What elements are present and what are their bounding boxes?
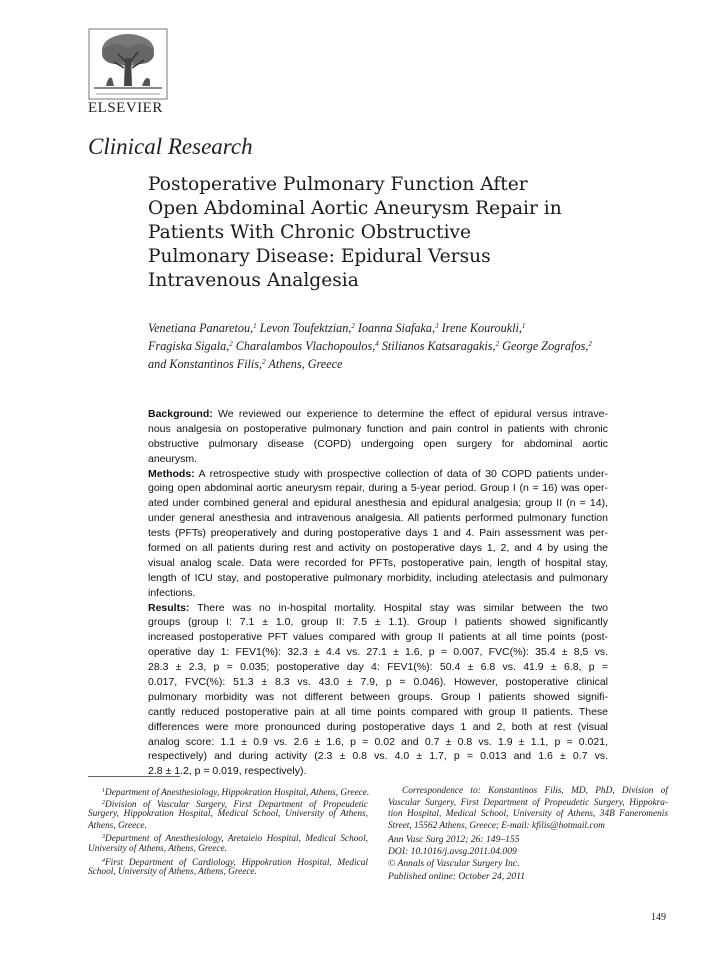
author-line [148,336,648,354]
affiliation-marker: 2 [229,340,233,348]
title-line: Postoperative Pulmonary Function After [148,174,528,195]
author-name: George Zografos, [499,339,589,353]
abstract-line: Results: There was no in-hospital mortality. Hospital stay was similar between the two [148,601,608,614]
citation: Ann Vasc Surg 2012; 26: 149–155 [388,834,520,845]
abstract-line: ated under combined general and epidural anesthesia and epidural analgesia; group II (n = 14), [148,497,608,510]
abstract-line: differences were more pronounced during postoperative days 1 and 2, both at rest (visual [148,720,608,733]
affiliation-marker: 1 [521,322,526,330]
background-label: Background: [148,408,213,420]
abstract-line: pulmonary morbidity was not different between groups. Group I patients showed signifi- [148,690,608,703]
abstract-line: increased postoperative PFT values compared with group II patients at all time points (post- [148,631,608,644]
abstract [148,407,608,779]
author-name: Ioanna Siafaka, [354,321,436,335]
affiliation-number: 3 [102,834,105,841]
correspondence-line: tion Hospital, Medical School, University of Athens, 34B Faneromenis [388,809,668,820]
affiliation-line: Athens, Greece. [88,820,147,831]
title-line: Pulmonary Disease: Epidural Versus [148,246,491,267]
elsevier-tree-logo-icon [88,28,168,100]
affiliation-marker: 1 [253,322,257,330]
affiliation-marker: 2 [588,340,592,348]
author-name: Fragiska Sigala, [148,339,230,353]
results-label: Results: [148,601,190,614]
author-name: Stilianos Katsaragakis, [378,339,496,353]
affiliation-number: 4 [102,857,105,864]
affiliation-marker: 2 [262,358,266,366]
affiliation-line: University of Athens, Athens, Greece. [88,843,227,854]
abstract-line: operative day 1: FEV1(%): 32.3 ± 4.4 vs. 27.1 ± 1.6, p = 0.007, FVC(%): 35.4 ± 8,5 vs. [148,646,608,659]
abstract-line: tests (PFTs) preoperatively and during postoperative days 1 and 4. Pain assessment was per- [148,527,608,540]
abstract-line: cantly reduced postoperative pain at all time points compared with group II patients. These [148,705,608,718]
abstract-line: obstructive pulmonary disease (COPD) undergoing open surgery for abdominal aortic [148,437,608,450]
publication-info [388,834,668,883]
correspondence-line: Vascular Surgery, First Department of Propeudetic Surgery, Hippokra- [388,797,668,808]
abstract-line: 2.8 ± 1.2, p = 0.019, respectively). [148,765,307,778]
article-title [148,173,628,293]
affiliation-line: School, University of Athens, Athens, Greece. [88,867,257,878]
author-name: Levon Toufektzian, [256,321,352,335]
author-line [148,318,648,336]
author-name: Venetiana Panaretou, [148,321,254,335]
affiliation-marker: 2 [495,340,500,348]
affiliations [88,786,368,879]
doi: DOI: 10.1016/j.avsg.2011.04.009 [388,846,517,858]
published-date: Published online: October 24, 2011 [388,870,526,882]
affiliation-number: 2 [102,799,105,806]
abstract-line: length of ICU stay, and postoperative pulmonary morbidity, including atelectasis and pulmonary [148,571,608,584]
author-name: Charalambos Vlachopoulos, [232,339,376,353]
abstract-line: analog score: 1.1 ± 0.9 vs. 2.6 ± 1.6, p = 0.02 and 0.7 ± 0.8 vs. 1.9 ± 1.1, p = 0.021, [148,735,608,748]
abstract-line: aneurysm. [148,452,198,465]
methods-label: Methods: [148,467,195,480]
author-line [148,354,648,372]
title-line: Intravenous Analgesia [148,270,359,291]
affiliation-marker: 2 [351,322,355,330]
abstract-line: 0.017, FVC(%): 51.3 ± 8.3 vs. 43.0 ± 7.9, p = 0.046). However, postoperative clinical [148,676,608,689]
copyright: © Annals of Vascular Surgery Inc. [388,858,520,870]
affiliation-line: Surgery, Hippokration Hospital, Medical School, University of Athens, [88,809,368,820]
title-line: Patients With Chronic Obstructive [148,222,472,243]
author-location: Athens, Greece [265,357,343,371]
abstract-line: visual analog scale. Data were recorded for PFTs, postoperative pain, length of hospital stay, [148,556,608,569]
abstract-line: 28.3 ± 2.3, p = 0.035; postoperative day 4: FEV1(%): 50.4 ± 6.8 vs. 41.9 ± 6.8, p = [148,661,608,674]
abstract-line: formed on all patients during rest and activity on postoperative days 1, 2, and 4 by using the [148,542,608,555]
abstract-line: nous analgesia on postoperative pulmonary function and pain control in patients with chronic [148,422,608,435]
abstract-line: going open abdominal aortic aneurysm repair, during a 5-year period. Group I (n = 16) was oper- [148,482,608,495]
affiliation-marker: 4 [375,340,379,348]
abstract-line: infections. [148,586,196,599]
abstract-line: Background: We reviewed our experience to determine the effect of epidural versus intrave- [148,408,608,420]
author-name: and Konstantinos Filis, [148,357,263,371]
correspondence-line: Street, 15562 Athens, Greece; E-mail: kfilis@hotmail.com [388,820,605,831]
affiliation-line: $^2$Division of Vascular Surgery, First Department of Propeudetic [102,799,368,810]
abstract-line: under general anesthesia and intravenous analgesia. All patients performed pulmonary function [148,512,608,525]
affiliation-number: 1 [102,788,105,794]
correspondence-line: Correspondence to: Konstantinos Filis, MD, PhD, Division of [402,786,668,796]
affiliation-line: $^4$First Department of Cardiology, Hippokration Hospital, Medical [102,857,368,868]
abstract-line: respectively) and during activity (2.3 ± 0.8 vs. 4.0 ± 1.7, p = 0.013 and 1.6 ± 0.7 vs. [148,750,608,763]
page-number: 149 [651,912,666,923]
title-line: Open Abdominal Aortic Aneurysm Repair in [148,198,562,219]
author-name: Irene Kouroukli, [438,321,522,335]
abstract-line: groups (group I: 7.1 ± 1.0, group II: 7.5 ± 1.1). Group I patients showed significantly [148,616,608,629]
affiliation-line: $^3$Department of Anesthesiology, Aretaieio Hospital, Medical School, [102,834,368,845]
author-list [148,318,648,372]
abstract-line: Methods: A retrospective study with prospective collection of data of 30 COPD patients under- [148,467,608,480]
section-label: Clinical Research [88,134,253,159]
footnote-divider [88,776,180,777]
correspondence [388,786,668,832]
publisher-name: ELSEVIER [88,100,163,116]
affiliation-marker: 3 [435,322,439,330]
affiliation-line: $^1$Department of Anesthesiology, Hippokration Hospital, Athens, Greece. [102,788,370,798]
